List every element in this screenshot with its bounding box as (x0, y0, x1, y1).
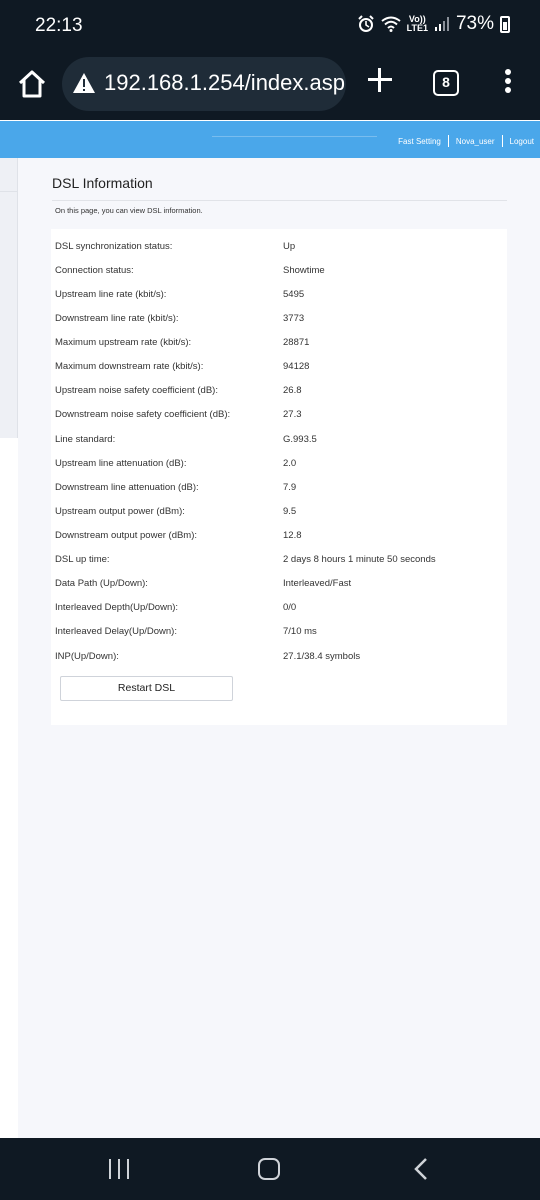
info-label: Maximum upstream rate (kbit/s): (55, 337, 192, 348)
info-row (55, 506, 495, 520)
info-label: Data Path (Up/Down): (55, 578, 148, 589)
info-row (55, 578, 495, 592)
battery-icon (500, 16, 510, 33)
info-value: 28871 (283, 337, 310, 348)
wifi-icon (381, 16, 401, 32)
address-bar[interactable] (62, 57, 346, 111)
info-label: Downstream output power (dBm): (55, 530, 198, 541)
url-text[interactable]: 192.168.1.254/index.asp (104, 70, 345, 95)
volte-label: Vo)) (408, 14, 426, 24)
info-row (55, 409, 495, 423)
home-icon[interactable] (258, 1158, 280, 1180)
router-header (0, 121, 540, 158)
info-value: Showtime (283, 265, 325, 276)
info-label: Interleaved Delay(Up/Down): (55, 626, 177, 637)
info-row (55, 554, 495, 568)
header-separator (448, 135, 449, 147)
info-row (55, 482, 495, 496)
info-value: 27.3 (283, 409, 302, 420)
info-value: 3773 (283, 313, 305, 324)
info-label: Interleaved Depth(Up/Down): (55, 602, 179, 613)
battery-percent: 73% (455, 13, 494, 34)
system-nav-bar (0, 1138, 540, 1200)
info-label: DSL up time: (55, 554, 110, 565)
menu-icon[interactable] (503, 69, 513, 99)
signal-icon (434, 16, 450, 32)
info-value: 9.5 (283, 506, 297, 517)
volte-indicator (407, 15, 428, 33)
status-time: 22:13 (35, 15, 83, 36)
plus-icon[interactable] (366, 66, 394, 94)
info-value: 0/0 (283, 602, 297, 613)
info-label: Downstream noise safety coefficient (dB): (55, 409, 231, 420)
warning-icon[interactable] (72, 72, 96, 94)
info-label: Upstream line attenuation (dB): (55, 458, 187, 469)
page-description: On this page, you can view DSL information. (55, 206, 203, 215)
info-row (55, 458, 495, 472)
info-row (55, 626, 495, 640)
left-nav-divider (0, 191, 18, 192)
header-links (398, 135, 534, 147)
info-row (55, 385, 495, 399)
info-label: Downstream line rate (kbit/s): (55, 313, 179, 324)
info-label: Downstream line attenuation (dB): (55, 482, 199, 493)
restart-dsl-button[interactable]: Restart DSL (60, 676, 233, 701)
status-bar (0, 0, 540, 52)
header-separator (502, 135, 503, 147)
info-label: INP(Up/Down): (55, 651, 119, 662)
info-value: 26.8 (283, 385, 302, 396)
info-label: Connection status: (55, 265, 134, 276)
info-value: 27.1/38.4 symbols (283, 651, 361, 662)
info-row (55, 602, 495, 616)
info-value: Interleaved/Fast (283, 578, 352, 589)
back-icon[interactable] (412, 1157, 430, 1181)
info-row (55, 265, 495, 279)
lte-label: LTE1 (406, 23, 428, 33)
page-title: DSL Information (52, 175, 153, 191)
info-value: 5495 (283, 289, 305, 300)
info-row (55, 289, 495, 303)
info-value: 7/10 ms (283, 626, 317, 637)
info-row (55, 313, 495, 327)
info-label: Upstream line rate (kbit/s): (55, 289, 167, 300)
left-nav-menu[interactable] (0, 158, 18, 438)
tabs-icon[interactable]: 8 (433, 70, 459, 96)
info-label: Maximum downstream rate (kbit/s): (55, 361, 204, 372)
header-divider (212, 136, 377, 137)
info-row (55, 361, 495, 375)
info-row (55, 241, 495, 255)
title-divider (52, 200, 507, 201)
info-row (55, 434, 495, 448)
info-label: Upstream noise safety coefficient (dB): (55, 385, 218, 396)
info-value: G.993.5 (283, 434, 317, 445)
browser-toolbar (0, 52, 540, 120)
info-label: DSL synchronization status: (55, 241, 173, 252)
logout-link[interactable]: Logout (509, 136, 534, 146)
info-value: 7.9 (283, 482, 297, 493)
info-value: 2 days 8 hours 1 minute 50 seconds (283, 554, 436, 565)
dsl-info-panel (51, 229, 507, 725)
info-value: 2.0 (283, 458, 297, 469)
info-value: 94128 (283, 361, 310, 372)
alarm-icon (357, 15, 375, 33)
info-label: Line standard: (55, 434, 116, 445)
home-icon[interactable] (14, 66, 50, 102)
info-value: Up (283, 241, 296, 252)
info-row (55, 530, 495, 544)
info-row (55, 337, 495, 351)
status-icons (357, 13, 510, 35)
info-row (55, 651, 495, 665)
user-link[interactable]: Nova_user (455, 136, 495, 146)
recents-icon[interactable] (108, 1159, 130, 1179)
info-value: 12.8 (283, 530, 302, 541)
fast-setting-link[interactable]: Fast Setting (398, 136, 441, 146)
info-label: Upstream output power (dBm): (55, 506, 185, 517)
